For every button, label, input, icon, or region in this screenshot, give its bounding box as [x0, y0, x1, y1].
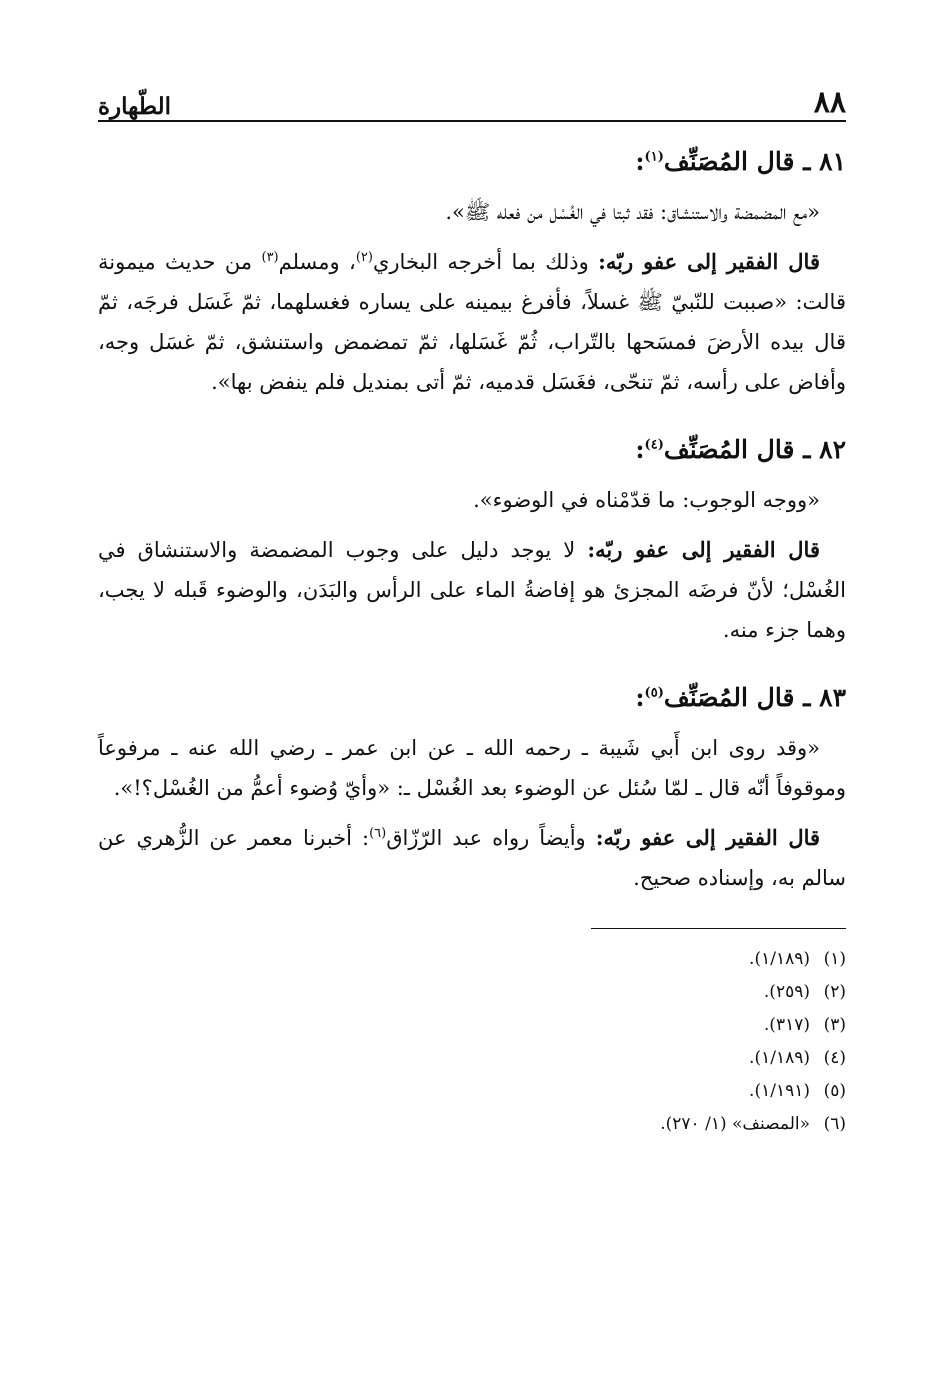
running-title: الطّهارة: [98, 93, 172, 120]
footnotes: [98, 943, 846, 1141]
footnote: [98, 976, 846, 1009]
footnote-text: «المصنف» (١/ ٢٧٠).: [660, 1114, 810, 1134]
page-number: ٨٨: [813, 85, 846, 120]
page-header: [98, 78, 846, 122]
footnote-text: (١/١٩١).: [749, 1081, 810, 1101]
section-heading-81: [98, 142, 846, 182]
commentary-text: وأيضاً رواه عبد الرّزّاق: [386, 826, 596, 850]
footnote-text: (٣١٧).: [763, 1015, 810, 1035]
footnote-number: (٤): [823, 1048, 846, 1068]
footnote-ref: (٦): [369, 826, 387, 841]
footnote-number: (٣): [823, 1015, 846, 1035]
heading-colon: :: [635, 147, 645, 176]
heading-text: ٨٢ ـ قال المُصَنِّف: [663, 435, 846, 464]
heading-text: ٨١ ـ قال المُصَنِّف: [663, 147, 846, 176]
book-page: [98, 78, 846, 1141]
footnote-number: (١): [823, 949, 846, 969]
footnote-ref: (٢): [355, 250, 373, 265]
footnote: [98, 1042, 846, 1075]
footnote-number: (٥): [823, 1081, 846, 1101]
commentary-text: : أخبرنا معمر عن الزُّهري عن سالم به، وإسناده صحيح.: [98, 826, 846, 890]
author-quote-83: «وقد روى ابن أَبي شَيبة ـ رحمه الله ـ عن ابن عمر ـ رضي الله عنه ـ مرفوعاً وموقوفاً أنّه قال ـ لمّا سُئل عن الوضوء بعد الغُسْل ـ: «وأيّ وُضوء أعمُّ من الغُسْل؟!».: [98, 736, 846, 800]
footnote-text: (١/١٨٩).: [749, 1048, 810, 1068]
commentary-81: [98, 242, 846, 402]
footnote-text: (١/١٨٩).: [749, 949, 810, 969]
section-heading-83: [98, 678, 846, 718]
footnote-number: (٦): [823, 1114, 846, 1134]
footnote-ref: (٥): [644, 685, 664, 701]
heading-text: ٨٣ ـ قال المُصَنِّف: [663, 683, 846, 712]
author-quote-82: «ووجه الوجوب: ما قدّمْناه في الوضوء».: [473, 488, 820, 512]
commentary-text: وذلك بما أخرجه البخاري: [372, 250, 599, 274]
commentary-text: من حديث ميمونة قالت: «صببت للنّبيّ ﷺ غسلاً، فأفرغ بيمينه على يساره فغسلهما، ثمّ غَسَل فرجَه، ثمّ قال بيده الأرضَ فمسَحها بالتّراب، ثُمّ غَسَلها، ثمّ تمضمض واستنشق، ثمّ غسَل وجه، وأفاض على رأسه، ثمّ تنحّى، فغَسَل قدميه، ثمّ أتى بمنديل فلم ينفض بها».: [98, 250, 846, 394]
footnote-number: (٢): [823, 982, 846, 1002]
heading-colon: :: [635, 683, 645, 712]
heading-colon: :: [635, 435, 645, 464]
footnote-ref: (٤): [644, 437, 664, 453]
footnote: [98, 943, 846, 976]
footnote: [98, 1009, 846, 1042]
footnote-ref: (١): [644, 149, 664, 165]
speaker-label: قال الفقير إلى عفو ربّه:: [598, 249, 820, 274]
footnote: [98, 1108, 846, 1141]
footnote-divider: [591, 928, 846, 929]
speaker-label: قال الفقير إلى عفو ربّه:: [587, 537, 820, 562]
commentary-text: لا يوجد دليل على وجوب المضمضة والاستنشاق في الغُسْل؛ لأنّ فرضَه المجزئ هو إفاضةُ الماء على الرأس والبَدَن، والوضوء قَبله لا يجب، وهما جزء منه.: [98, 538, 846, 642]
footnote: [98, 1075, 846, 1108]
speaker-label: قال الفقير إلى عفو ربّه:: [595, 825, 821, 850]
author-quote-81: «مع المضمضة والاستنشاق: فقد ثبتا في الغُسْل من فعله ﷺ».: [445, 200, 820, 224]
section-heading-82: [98, 430, 846, 470]
commentary-text: ، ومسلم: [278, 250, 356, 274]
commentary-83: [98, 818, 846, 898]
footnote-text: (٢٥٩).: [763, 982, 810, 1002]
footnote-ref: (٣): [261, 250, 279, 265]
commentary-82: [98, 530, 846, 650]
